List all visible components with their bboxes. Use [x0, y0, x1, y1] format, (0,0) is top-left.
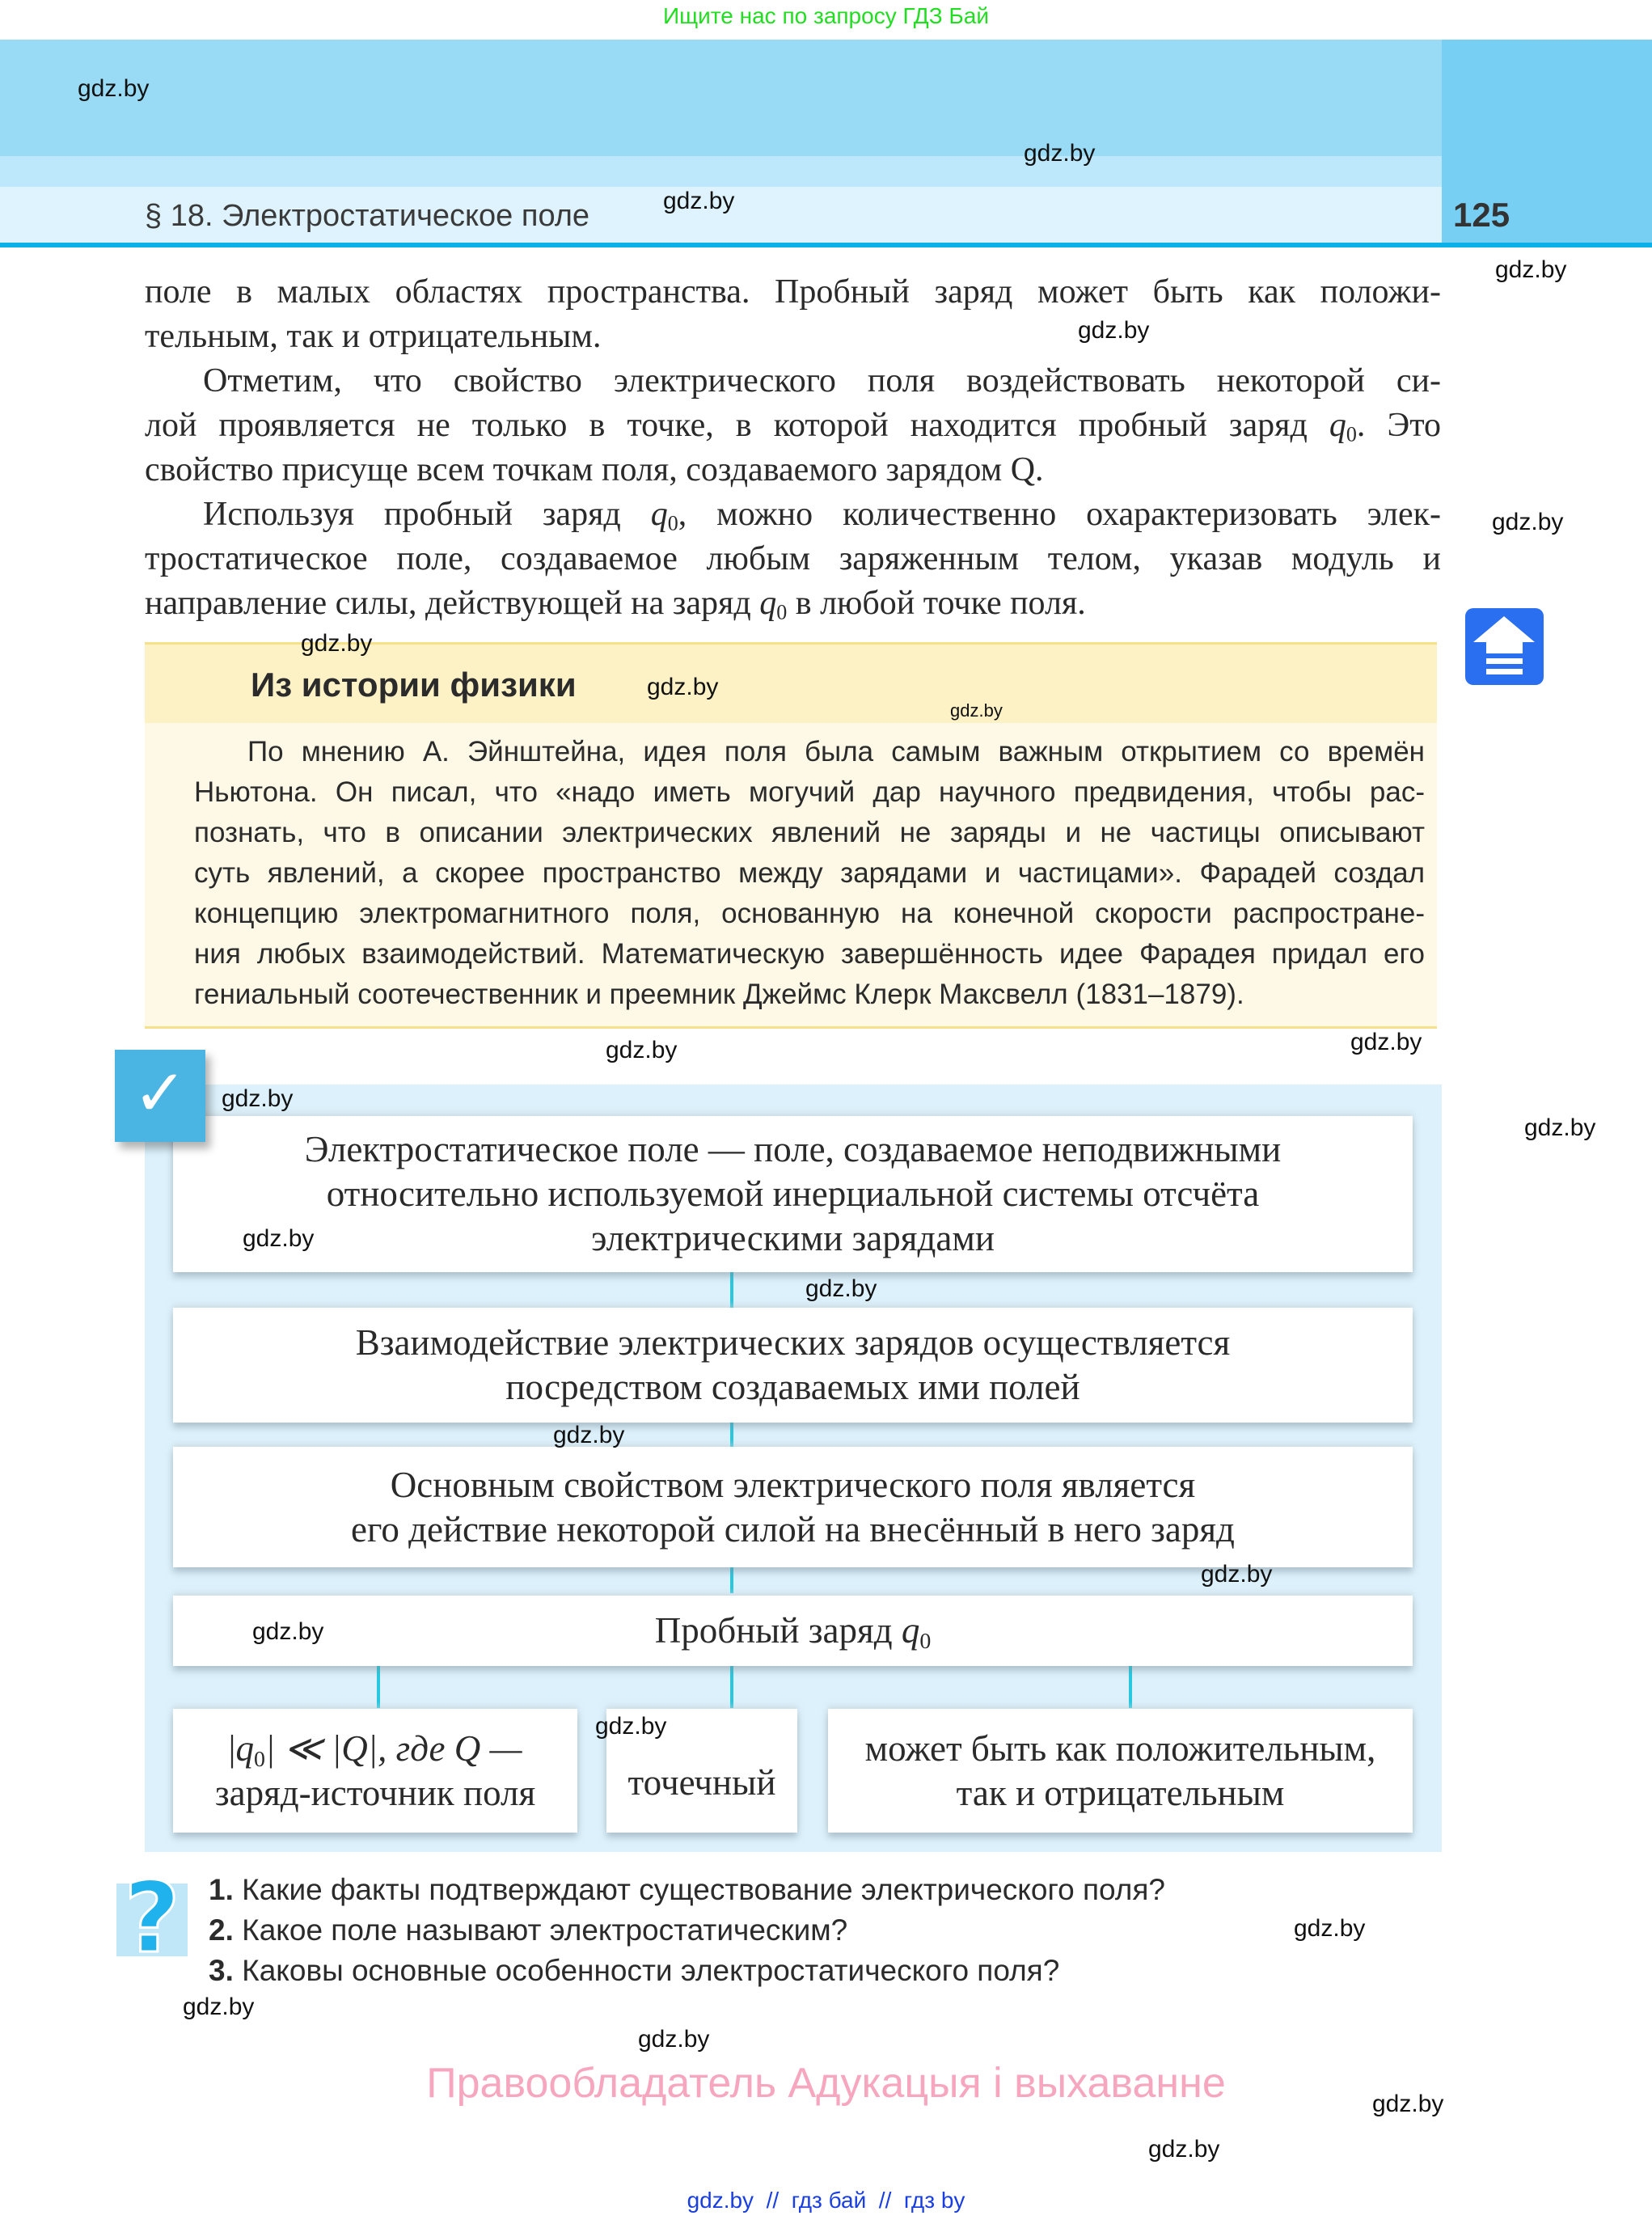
question-text: Какие факты подтверждают существование электрического поля? [242, 1873, 1165, 1906]
text-segment: . Это [1356, 407, 1442, 444]
connector [730, 1423, 733, 1447]
text-line: суть явлений, а скорее пространство между зарядами и частицами». Фарадей создал [194, 857, 1425, 889]
box-line: Электростатическое поле — поле, создаваемое неподвижными [304, 1129, 1282, 1169]
question-icon [116, 1872, 188, 1964]
question-text: Какое поле называют электростатическим? [242, 1913, 848, 1947]
text-line: концепцию электромагнитного поля, основанную на конечной скорости распростране- [194, 898, 1425, 929]
history-text [194, 732, 1425, 1015]
condition-box [173, 1709, 577, 1833]
watermark: gdz.by [553, 1422, 625, 1448]
test-charge-box [173, 1596, 1413, 1666]
box-line: точечный [627, 1762, 776, 1803]
text-segment: , можно количественно охарактеризовать элек- [678, 496, 1441, 533]
watermark: gdz.by [1024, 140, 1096, 167]
history-title: Из истории физики [251, 666, 577, 704]
questions-list [209, 1870, 1165, 1991]
watermark: gdz.by [950, 700, 1003, 721]
text-line: Отметим, что свойство электрического поля воздействовать некоторой си- [203, 362, 1441, 400]
watermark: gdz.by [595, 1713, 667, 1740]
text-line: ния любых взаимодействий. Математическую завершённость идее Фарадея придал его [194, 938, 1425, 970]
history-box [145, 642, 1437, 1029]
watermark: gdz.by [638, 2026, 710, 2053]
text-line: направление силы, действующей на заряд $q_0$ в любой точке поля. [145, 585, 1086, 624]
text-segment: направление силы, действующей на заряд [145, 585, 760, 622]
connector [730, 1567, 733, 1593]
connector [730, 1666, 733, 1708]
box-line: $|q_0|$ ≪ |Q|, где Q — [228, 1727, 522, 1772]
box-text: | ≪ |Q|, где Q — [264, 1727, 522, 1769]
watermark: gdz.by [606, 1037, 678, 1063]
box-line: относительно используемой инерциальной системы отсчёта [326, 1173, 1260, 1214]
check-icon: ✓ [115, 1050, 205, 1142]
text-line: лой проявляется не только в точке, в которой находится пробный заряд $q_0$. Это [145, 407, 1442, 446]
header-band [0, 40, 1442, 156]
interaction-box [173, 1308, 1413, 1423]
box-line: заряд-источник поля [214, 1772, 536, 1813]
watermark: gdz.by [1294, 1915, 1366, 1942]
property-box [173, 1447, 1413, 1567]
connector [730, 1272, 733, 1308]
sign-box [828, 1709, 1413, 1833]
box-line: его действие некоторой силой на внесённый в него заряд [351, 1508, 1235, 1550]
watermark: gdz.by [1495, 256, 1567, 283]
page-number: 125 [1453, 196, 1510, 234]
box-line: посредством создаваемых ими полей [505, 1367, 1080, 1407]
watermark: gdz.by [1492, 509, 1564, 535]
connector [1129, 1666, 1132, 1708]
question-item: 1. Какие факты подтверждают существование электрического поля? [209, 1873, 1165, 1906]
watermark: gdz.by [1350, 1029, 1422, 1055]
text-segment: Используя пробный заряд [203, 496, 651, 533]
watermark: gdz.by [243, 1225, 315, 1252]
text-line: гениальный соотечественник и преемник Джеймс Клерк Максвелл (1831–1879). [194, 979, 1244, 1010]
definition-box [173, 1116, 1413, 1272]
watermark: gdz.by [1524, 1114, 1596, 1141]
box-line: так и отрицательным [956, 1772, 1285, 1813]
watermark: gdz.by [183, 1994, 255, 2020]
svg-text:?: ? [124, 1872, 180, 1964]
watermark: gdz.by [78, 75, 150, 102]
watermark: gdz.by [1372, 2091, 1444, 2117]
box-line: электрическими зарядами [591, 1218, 995, 1258]
watermark: gdz.by [1201, 1561, 1273, 1588]
header-band-light [0, 156, 1442, 187]
body-text [145, 270, 1441, 626]
arrow-up-icon [1464, 607, 1545, 687]
text-line: По мнению А. Эйнштейна, идея поля была самым важным открытием со времён [247, 736, 1425, 767]
connector [377, 1666, 380, 1708]
watermark: gdz.by [222, 1085, 294, 1112]
box-line: может быть как положительным, [864, 1727, 1376, 1769]
scroll-top-button[interactable] [1464, 607, 1545, 687]
box-text: Пробный заряд [654, 1610, 902, 1651]
header-divider [0, 243, 1652, 247]
watermark: gdz.by [805, 1275, 877, 1302]
watermark: gdz.by [1148, 2136, 1220, 2163]
text-line: свойство присуще всем точкам поля, создаваемого зарядом Q. [145, 451, 1044, 488]
question-item: 3. Каковы основные особенности электростатического поля? [209, 1954, 1060, 1987]
watermark: gdz.by [647, 674, 719, 700]
footer-links[interactable]: gdz.by // гдз бай // гдз by [687, 2188, 965, 2213]
text-segment: лой проявляется не только в точке, в которой находится пробный заряд [145, 407, 1329, 444]
watermark: gdz.by [301, 630, 373, 657]
question-text: Каковы основные особенности электростатического поля? [242, 1954, 1060, 1987]
watermark: gdz.by [663, 188, 735, 214]
search-hint: Ищите нас по запросу ГДЗ Бай [662, 3, 990, 28]
text-line: тельным, так и отрицательным. [145, 318, 602, 355]
text-line: Ньютона. Он писал, что «надо иметь могучий дар научного предвидения, чтобы рас- [194, 776, 1425, 808]
text-line: познать, что в описании электрических явлений не заряды и не частицы описывают [194, 817, 1425, 848]
box-line: Основным свойством электрического поля является [390, 1464, 1196, 1505]
question-item: 2. Какое поле называют электростатическим? [209, 1913, 848, 1947]
text-line: тростатическое поле, создаваемое любым заряженным телом, указав модуль и [145, 540, 1441, 577]
section-title: § 18. Электростатическое поле [145, 199, 590, 233]
watermark: gdz.by [1078, 317, 1150, 344]
box-line: Пробный заряд $q_0$ [654, 1610, 932, 1654]
watermark: gdz.by [252, 1618, 324, 1645]
text-line: поле в малых областях пространства. Пробный заряд может быть как положи- [145, 273, 1441, 311]
box-line: Взаимодействие электрических зарядов осуществляется [355, 1322, 1231, 1363]
summary-diagram [145, 1085, 1442, 1852]
text-segment: в любой точке поля. [787, 585, 1086, 622]
text-line: Используя пробный заряд $q_0$, можно количественно охарактеризовать элек- [203, 496, 1441, 535]
copyright-notice: Правообладатель Адукацыя і выхаванне [426, 2060, 1226, 2107]
